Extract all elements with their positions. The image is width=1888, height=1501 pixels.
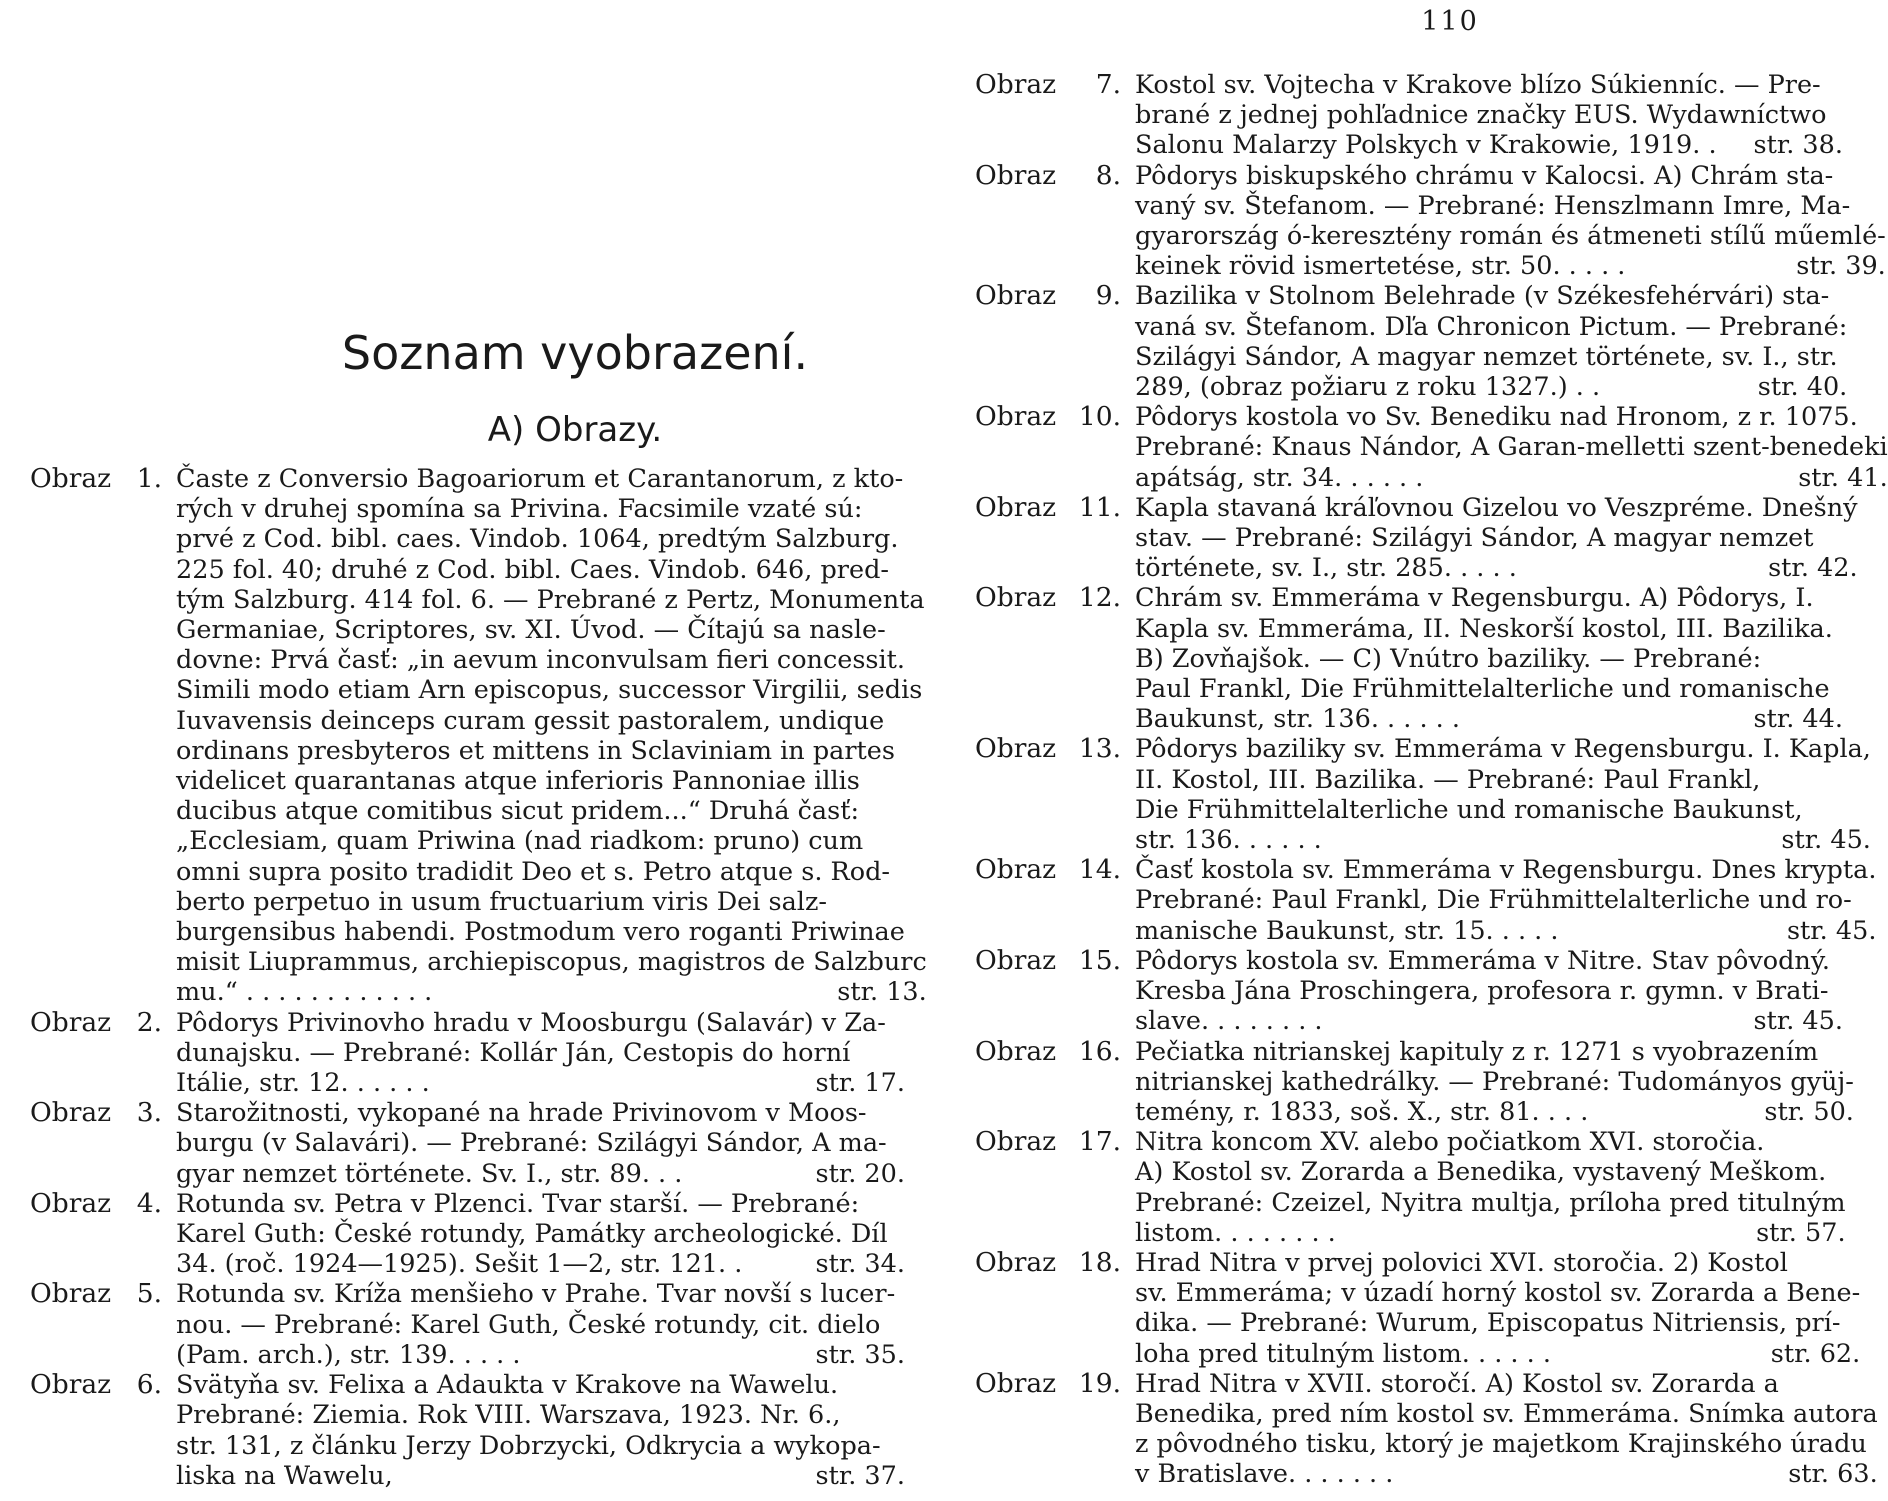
description-line: sv. Emmeráma; v úzadí horný kostol sv. Zorarda a Bene- bbox=[1135, 1278, 1861, 1309]
figure-description bbox=[1135, 1037, 1854, 1128]
figure-label: Obraz bbox=[975, 491, 1057, 523]
figure-entry bbox=[975, 1035, 1854, 1128]
description-line: Szilágyi Sándor, A magyar nemzet története, sv. I., str. bbox=[1135, 341, 1838, 372]
description-line: berto perpetuo in usum fructuarium viris Dei salz- bbox=[176, 886, 828, 917]
description-line: ordinans presbyteros et mittens in Sclaviniam in partes bbox=[176, 735, 895, 766]
description-line: „Ecclesiam, quam Priwina (nad riadkom: pruno) cum bbox=[176, 826, 864, 857]
description-line: Svätyňa sv. Felixa a Adaukta v Krakove na Wawelu. bbox=[176, 1370, 839, 1401]
description-last-line bbox=[176, 1461, 905, 1491]
description-tail: liska na Wawelu, bbox=[176, 1460, 393, 1491]
description-line: Pôdorys baziliky sv. Emmeráma v Regensburgu. I. Kapla, bbox=[1135, 734, 1871, 765]
description-line: Pečiatka nitrianskej kapituly z r. 1271 s vyobrazením bbox=[1135, 1036, 1819, 1067]
figure-entry bbox=[975, 583, 1843, 734]
description-line: II. Kostol, III. Bazilika. — Prebrané: Paul Frankl, bbox=[1135, 764, 1761, 795]
description-last-line bbox=[1135, 704, 1843, 734]
description-line: misit Liuprammus, archiepiscopus, magistros de Salzburc bbox=[176, 947, 927, 978]
description-last-line bbox=[1135, 130, 1843, 160]
description-tail: 34. (roč. 1924—1925). Sešit 1—2, str. 121. . bbox=[176, 1249, 743, 1280]
figure-number: 13. bbox=[1078, 733, 1121, 765]
description-line: Rotunda sv. Kríža menšieho v Prahe. Tvar novší s lucer- bbox=[176, 1279, 896, 1310]
figure-label: Obraz bbox=[30, 1369, 112, 1401]
description-line: stav. — Prebrané: Szilágyi Sándor, A magyar nemzet bbox=[1135, 523, 1814, 554]
description-line: Prebrané: Czeizel, Nyitra multja, príloha pred titulným bbox=[1135, 1187, 1846, 1218]
description-line: Kostol sv. Vojtecha v Krakove blízo Súkienníc. — Pre- bbox=[1135, 70, 1821, 100]
figure-number: 7. bbox=[1095, 69, 1121, 100]
description-last-line bbox=[1135, 251, 1886, 281]
figure-label: Obraz bbox=[30, 463, 112, 494]
description-line: Starožitnosti, vykopané na hrade Privinovom v Moos- bbox=[176, 1098, 867, 1129]
description-line: Prebrané: Paul Frankl, Die Frühmittelalterliche und ro- bbox=[1135, 885, 1852, 916]
description-line: Benedika, pred ním kostol sv. Emmeráma. Snímka autora bbox=[1135, 1398, 1878, 1429]
figure-description bbox=[1135, 855, 1876, 946]
description-tail: (Pam. arch.), str. 139. . . . . bbox=[176, 1339, 521, 1370]
page-reference: str. 45. bbox=[1753, 1006, 1843, 1037]
description-line: Prebrané: Ziemia. Rok VIII. Warszava, 1923. Nr. 6., bbox=[176, 1400, 841, 1431]
figure-number: 17. bbox=[1078, 1126, 1121, 1158]
description-tail: temény, r. 1833, soš. X., str. 81. . . . bbox=[1135, 1096, 1589, 1127]
figure-description bbox=[176, 464, 927, 1008]
figure-label: Obraz bbox=[30, 1187, 112, 1219]
figure-number: 1. bbox=[136, 463, 162, 494]
page-reference: str. 13. bbox=[837, 977, 927, 1008]
figure-number: 4. bbox=[136, 1187, 162, 1219]
description-line: brané z jednej pohľadnice značky EUS. Wydawníctwo bbox=[1135, 100, 1827, 131]
figure-description bbox=[176, 1189, 905, 1280]
description-tail: slave. . . . . . . . bbox=[1135, 1006, 1323, 1037]
figure-entry bbox=[975, 1246, 1861, 1369]
figure-description bbox=[1135, 946, 1843, 1037]
page-reference: str. 20. bbox=[815, 1158, 905, 1189]
description-last-line bbox=[176, 1249, 905, 1279]
description-line: Časte z Conversio Bagoariorum et Carantanorum, z kto- bbox=[176, 464, 904, 494]
figure-number: 19. bbox=[1078, 1367, 1121, 1399]
description-tail: Itálie, str. 12. . . . . . bbox=[176, 1068, 430, 1099]
figure-description bbox=[1135, 402, 1888, 493]
description-line: str. 131, z článku Jerzy Dobrzycki, Odkrycia a wykopa- bbox=[176, 1430, 881, 1461]
description-tail: mu.“ . . . . . . . . . . . . bbox=[176, 977, 433, 1008]
figure-entry bbox=[30, 1008, 905, 1099]
page-reference: str. 39. bbox=[1796, 251, 1886, 282]
figure-entry bbox=[975, 1367, 1878, 1490]
page-reference: str. 50. bbox=[1764, 1096, 1854, 1127]
description-last-line bbox=[1135, 825, 1871, 855]
figure-entry bbox=[975, 159, 1886, 282]
description-last-line bbox=[176, 1068, 905, 1098]
figure-number: 8. bbox=[1095, 159, 1121, 191]
description-line: Kresba Jána Proschingera, profesora r. gymn. v Brati- bbox=[1135, 976, 1829, 1007]
figure-label: Obraz bbox=[975, 401, 1057, 433]
description-line: gyarország ó-keresztény román és átmeneti stílű műemlé- bbox=[1135, 221, 1886, 252]
figure-label: Obraz bbox=[975, 944, 1057, 976]
figure-entry bbox=[975, 70, 1843, 161]
figure-description bbox=[1135, 493, 1858, 584]
figure-description bbox=[1135, 70, 1843, 161]
description-line: z pôvodného tisku, ktorý je majetkom Krajinského úradu bbox=[1135, 1429, 1867, 1460]
description-line: 225 fol. 40; druhé z Cod. bibl. Caes. Vindob. 646, pred- bbox=[176, 554, 890, 585]
figure-entry bbox=[975, 946, 1843, 1037]
description-tail: str. 136. . . . . . bbox=[1135, 825, 1322, 856]
figure-number: 12. bbox=[1078, 582, 1121, 614]
description-last-line bbox=[1135, 463, 1888, 493]
description-last-line bbox=[1135, 1097, 1854, 1127]
description-line: Kapla stavaná kráľovnou Gizelou vo Veszpréme. Dnešný bbox=[1135, 492, 1858, 523]
description-line: B) Zovňajšok. — C) Vnútro baziliky. — Prebrané: bbox=[1135, 643, 1762, 674]
figure-label: Obraz bbox=[975, 1367, 1057, 1399]
description-line: nou. — Prebrané: Karel Guth, České rotundy, cit. dielo bbox=[176, 1309, 881, 1340]
page-reference: str. 40. bbox=[1757, 372, 1848, 403]
description-line: rých v druhej spomína sa Privina. Facsimile vzaté sú: bbox=[176, 494, 863, 525]
description-line: Pôdorys kostola vo Sv. Benediku nad Hronom, z r. 1075. bbox=[1135, 402, 1858, 433]
description-last-line bbox=[1135, 1006, 1843, 1036]
description-tail: 289, (obraz požiaru z roku 1327.) . . bbox=[1135, 372, 1601, 403]
figure-description bbox=[1135, 1127, 1846, 1248]
description-last-line bbox=[1135, 553, 1858, 583]
description-line: nitrianskej kathedrálky. — Prebrané: Tudományos gyüj- bbox=[1135, 1066, 1854, 1097]
page-reference: str. 62. bbox=[1770, 1338, 1861, 1369]
description-tail: loha pred titulným listom. . . . . . bbox=[1135, 1338, 1551, 1369]
description-last-line bbox=[1135, 372, 1847, 402]
page-reference: str. 41. bbox=[1798, 462, 1888, 493]
description-line: Nitra koncom XV. alebo počiatkom XVI. storočia. bbox=[1135, 1127, 1765, 1158]
description-line: Kapla sv. Emmeráma, II. Neskorší kostol, III. Bazilika. bbox=[1135, 613, 1833, 644]
figure-entry bbox=[975, 733, 1871, 856]
figure-label: Obraz bbox=[975, 733, 1057, 765]
figure-entry bbox=[30, 1098, 905, 1189]
figure-description bbox=[1135, 583, 1843, 734]
figure-entry bbox=[975, 854, 1877, 946]
figure-number: 5. bbox=[136, 1278, 162, 1310]
description-line: Pôdorys kostola sv. Emmeráma v Nitre. Stav pôvodný. bbox=[1135, 945, 1830, 976]
description-last-line bbox=[1135, 916, 1876, 946]
description-tail: Salonu Malarzy Polskych v Krakowie, 1919. . bbox=[1135, 130, 1717, 161]
figure-description bbox=[176, 1279, 905, 1370]
figure-entry bbox=[975, 280, 1848, 403]
figure-entry bbox=[30, 1370, 905, 1491]
figure-label: Obraz bbox=[975, 1035, 1057, 1067]
figure-description bbox=[176, 1008, 905, 1099]
page-reference: str. 37. bbox=[815, 1460, 905, 1491]
description-line: tým Salzburg. 414 fol. 6. — Prebrané z Pertz, Monumenta bbox=[176, 584, 925, 615]
description-line: dika. — Prebrané: Wurum, Episcopatus Nitriensis, prí- bbox=[1135, 1308, 1841, 1339]
figure-entry bbox=[30, 1279, 905, 1370]
page-title: Soznam vyobrazení. bbox=[341, 326, 809, 380]
figure-number: 6. bbox=[136, 1369, 162, 1401]
figure-number: 9. bbox=[1095, 280, 1121, 312]
description-line: Karel Guth: České rotundy, Památky archeologické. Díl bbox=[176, 1219, 888, 1250]
description-tail: története, sv. I., str. 285. . . . . bbox=[1135, 553, 1517, 584]
description-tail: apátság, str. 34. . . . . . bbox=[1135, 462, 1424, 493]
description-line: dunajsku. — Prebrané: Kollár Ján, Cestopis do horní bbox=[176, 1037, 851, 1068]
description-line: A) Kostol sv. Zorarda a Benedika, vystavený Meškom. bbox=[1135, 1157, 1827, 1188]
description-line: Simili modo etiam Arn episcopus, successor Virgilii, sedis bbox=[176, 675, 923, 706]
page-reference: str. 45. bbox=[1781, 825, 1871, 856]
description-tail: keinek rövid ismertetése, str. 50. . . . . bbox=[1135, 251, 1626, 282]
description-tail: v Bratislave. . . . . . . bbox=[1135, 1459, 1394, 1490]
figure-description bbox=[1135, 1369, 1878, 1490]
description-line: Pôdorys biskupského chrámu v Kalocsi. A) Chrám sta- bbox=[1135, 160, 1834, 191]
figure-label: Obraz bbox=[30, 1278, 112, 1310]
description-line: Chrám sv. Emmeráma v Regensburgu. A) Pôdorys, I. bbox=[1135, 583, 1814, 614]
description-line: Hrad Nitra v prvej polovici XVI. storočia. 2) Kostol bbox=[1135, 1247, 1788, 1278]
page-reference: str. 44. bbox=[1753, 704, 1843, 735]
figure-description bbox=[1135, 161, 1886, 282]
description-line: burgu (v Salavári). — Prebrané: Szilágyi Sándor, A ma- bbox=[176, 1128, 887, 1159]
figure-label: Obraz bbox=[975, 280, 1057, 312]
figure-entry bbox=[975, 491, 1858, 584]
figure-number: 2. bbox=[136, 1006, 162, 1038]
description-tail: Baukunst, str. 136. . . . . . bbox=[1135, 704, 1460, 735]
figure-number: 14. bbox=[1078, 854, 1121, 886]
description-line: Die Frühmittelalterliche und romanische Baukunst, bbox=[1135, 794, 1803, 825]
description-line: ducibus atque comitibus sicut pridem...“ Druhá časť: bbox=[176, 796, 860, 827]
figure-entry bbox=[975, 401, 1888, 493]
description-line: burgensibus habendi. Postmodum vero roganti Priwinae bbox=[176, 917, 905, 948]
description-line: Paul Frankl, Die Frühmittelalterliche und romanische bbox=[1135, 674, 1830, 705]
figure-number: 11. bbox=[1078, 491, 1121, 523]
figure-label: Obraz bbox=[975, 1246, 1057, 1278]
figure-number: 18. bbox=[1078, 1246, 1121, 1278]
figure-entry bbox=[30, 463, 927, 1008]
description-line: vaný sv. Štefanom. — Prebrané: Henszlmann Imre, Ma- bbox=[1135, 190, 1851, 221]
figure-number: 16. bbox=[1078, 1035, 1121, 1067]
page-number: 110 bbox=[1421, 6, 1479, 37]
figure-number: 10. bbox=[1078, 401, 1121, 433]
description-line: Iuvavensis deinceps curam gessit pastoralem, undique bbox=[176, 705, 885, 736]
figure-number: 3. bbox=[136, 1097, 162, 1129]
figure-label: Obraz bbox=[975, 1126, 1057, 1158]
description-line: prvé z Cod. bibl. caes. Vindob. 1064, predtým Salzburg. bbox=[176, 524, 899, 555]
description-line: Pôdorys Privinovho hradu v Moosburgu (Salavár) v Za- bbox=[176, 1007, 886, 1038]
figure-label: Obraz bbox=[30, 1006, 112, 1038]
description-line: Germaniae, Scriptores, sv. XI. Úvod. — Čítajú sa nasle- bbox=[176, 615, 886, 646]
description-line: vaná sv. Štefanom. Dľa Chronicon Pictum. — Prebrané: bbox=[1135, 311, 1848, 342]
description-tail: manische Baukunst, str. 15. . . . . bbox=[1135, 915, 1559, 946]
page-reference: str. 17. bbox=[815, 1068, 905, 1099]
page-reference: str. 45. bbox=[1786, 915, 1877, 946]
page-reference: str. 38. bbox=[1753, 130, 1843, 161]
description-line: dovne: Prvá časť: „in aevum inconvulsam fieri concessit. bbox=[176, 645, 906, 676]
description-last-line bbox=[1135, 1459, 1878, 1489]
figure-description bbox=[176, 1370, 905, 1491]
page-reference: str. 63. bbox=[1788, 1459, 1878, 1490]
description-last-line bbox=[1135, 1218, 1846, 1248]
figure-entry bbox=[975, 1126, 1846, 1248]
page-reference: str. 42. bbox=[1768, 553, 1858, 584]
page-reference: str. 57. bbox=[1756, 1217, 1846, 1248]
description-last-line bbox=[1135, 1339, 1860, 1369]
section-heading: A) Obrazy. bbox=[487, 410, 663, 450]
description-line: Rotunda sv. Petra v Plzenci. Tvar starší. — Prebrané: bbox=[176, 1188, 860, 1219]
figure-label: Obraz bbox=[30, 1097, 112, 1129]
figure-label: Obraz bbox=[975, 69, 1057, 100]
description-line: Bazilika v Stolnom Belehrade (v Székesfehérvári) sta- bbox=[1135, 281, 1830, 312]
description-line: Hrad Nitra v XVII. storočí. A) Kostol sv. Zorarda a bbox=[1135, 1368, 1779, 1399]
description-line: videlicet quarantanas atque inferioris Pannoniae illis bbox=[176, 766, 860, 797]
figure-description bbox=[176, 1098, 905, 1189]
figure-description bbox=[1135, 734, 1871, 855]
description-last-line bbox=[176, 1340, 905, 1370]
page-reference: str. 34. bbox=[815, 1249, 905, 1280]
description-line: omni supra posito tradidit Deo et s. Petro atque s. Rod- bbox=[176, 856, 891, 887]
figure-description bbox=[1135, 281, 1847, 402]
figure-label: Obraz bbox=[975, 159, 1057, 191]
figure-number: 15. bbox=[1078, 944, 1121, 976]
figure-label: Obraz bbox=[975, 854, 1057, 886]
description-tail: gyar nemzet története. Sv. I., str. 89. . . bbox=[176, 1158, 683, 1189]
figure-label: Obraz bbox=[975, 582, 1057, 614]
page-reference: str. 35. bbox=[815, 1339, 905, 1370]
description-last-line bbox=[176, 1159, 905, 1189]
description-line: Časť kostola sv. Emmeráma v Regensburgu. Dnes krypta. bbox=[1135, 855, 1877, 886]
left-column bbox=[30, 463, 927, 1491]
description-last-line bbox=[176, 977, 927, 1007]
figure-entry bbox=[30, 1189, 905, 1280]
description-tail: listom. . . . . . . . bbox=[1135, 1217, 1336, 1248]
right-column bbox=[975, 69, 1888, 1490]
description-line: Prebrané: Knaus Nándor, A Garan-melletti szent-benedeki bbox=[1135, 432, 1888, 463]
figure-description bbox=[1135, 1248, 1860, 1369]
